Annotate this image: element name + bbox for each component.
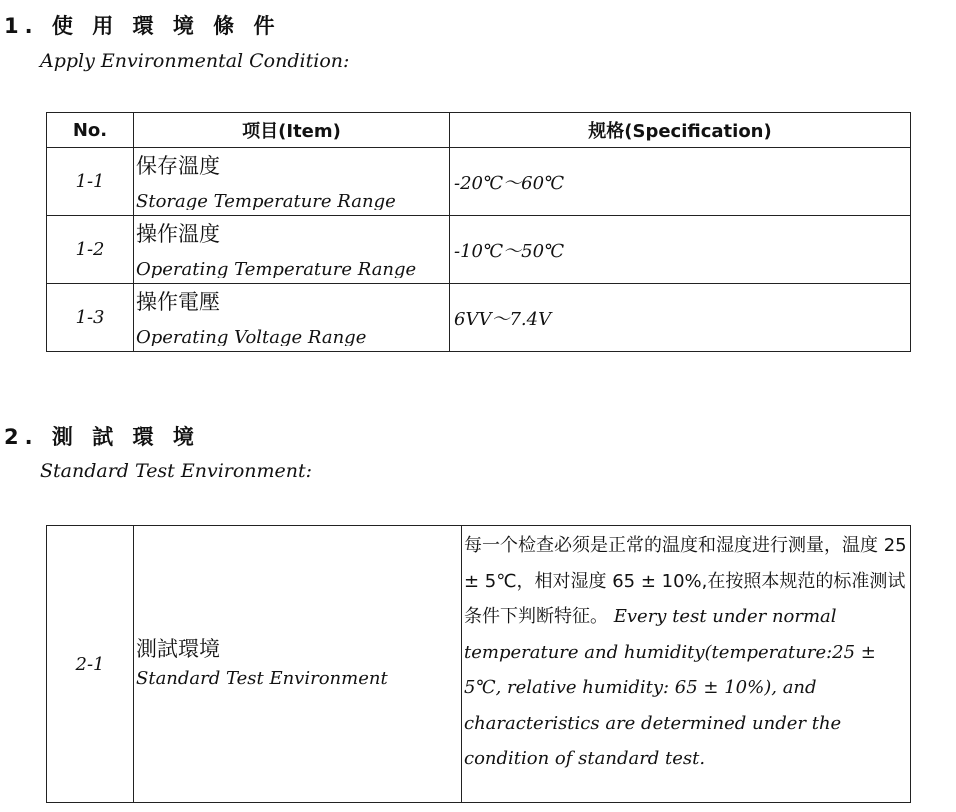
- section2-subtitle: Standard Test Environment:: [40, 460, 313, 482]
- row-item: [134, 216, 450, 284]
- item-chinese: 測試環境: [136, 637, 220, 661]
- row-number: 2-1: [47, 526, 134, 803]
- item-english: Operating Voltage Range: [136, 327, 367, 346]
- item-english: Operating Temperature Range: [136, 259, 417, 278]
- row-spec: -20℃～60℃: [450, 148, 911, 216]
- environment-conditions-table: [46, 112, 911, 352]
- header-item: 项目(Item): [134, 113, 450, 148]
- test-environment-table: [46, 525, 911, 803]
- item-chinese: 保存溫度: [136, 154, 220, 178]
- table-row: [47, 284, 911, 352]
- table-row: [47, 526, 911, 803]
- row-item: [134, 526, 462, 803]
- item-chinese: 操作電壓: [136, 290, 220, 314]
- row-item: [134, 148, 450, 216]
- table-row: [47, 216, 911, 284]
- row-spec: -10℃～50℃: [450, 216, 911, 284]
- row-number: 1-3: [47, 284, 134, 352]
- table-row: [47, 148, 911, 216]
- section1-title: 1. 使 用 環 境 條 件: [4, 14, 281, 38]
- header-no: No.: [47, 113, 134, 148]
- row-item: [134, 284, 450, 352]
- description-chinese: 每一个检查必须是正常的温度和湿度进行测量，温度 25 ± 5℃，相对湿度 65 ± 10%,在按照本规范的标准测试条件下判断特征。: [464, 535, 907, 627]
- header-spec: 规格(Specification): [450, 113, 911, 148]
- description-english: Every test under normal temperature and humidity(temperature:25 ± 5℃, relative humidity: 65 ± 10%), and characteristics are determined under the condition of standard test.: [464, 606, 876, 769]
- table-header-row: [47, 113, 911, 148]
- row-spec: 6VV～7.4V: [450, 284, 911, 352]
- section1-subtitle: Apply Environmental Condition:: [40, 50, 350, 72]
- item-english: Storage Temperature Range: [136, 191, 396, 210]
- row-description: [462, 526, 911, 803]
- item-english: Standard Test Environment: [136, 668, 388, 689]
- section2-title: 2. 測 試 環 境: [4, 425, 200, 449]
- item-chinese: 操作溫度: [136, 222, 220, 246]
- row-number: 1-2: [47, 216, 134, 284]
- row-number: 1-1: [47, 148, 134, 216]
